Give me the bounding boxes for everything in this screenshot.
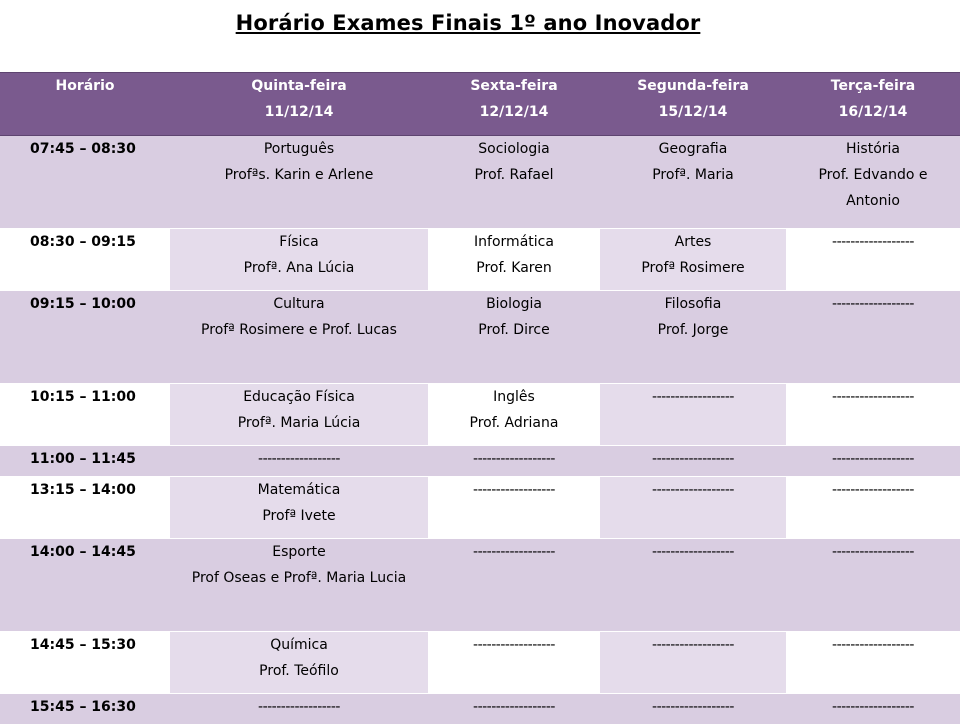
empty-slot-dashes: ------------------	[832, 637, 914, 653]
exam-cell-friday	[428, 229, 600, 291]
header-day-monday: Segunda-feira 15/12/14	[600, 73, 786, 136]
teacher-name: Profª. Ana Lúcia	[243, 260, 355, 276]
time-slot: 14:45 – 15:30	[0, 632, 170, 694]
teacher-name: Profª Rosimere	[641, 260, 745, 276]
schedule-row	[0, 477, 960, 539]
exam-cell-monday	[600, 477, 786, 539]
exam-cell-monday	[600, 136, 786, 229]
exam-cell-thursday	[170, 632, 428, 694]
exam-cell-tuesday	[786, 384, 960, 446]
schedule-row	[0, 229, 960, 291]
exam-cell-friday	[428, 539, 600, 632]
exam-cell-thursday	[170, 136, 428, 229]
schedule-row	[0, 446, 960, 477]
time-slot: 14:00 – 14:45	[0, 539, 170, 632]
empty-slot-dashes: ------------------	[473, 544, 555, 560]
header-time: Horário	[0, 73, 170, 136]
exam-cell-tuesday	[786, 136, 960, 229]
exam-cell-thursday	[170, 291, 428, 384]
schedule-row	[0, 136, 960, 229]
subject-name: Matemática	[257, 482, 341, 498]
exam-cell-thursday	[170, 446, 428, 477]
exam-cell-thursday	[170, 229, 428, 291]
subject-name: Inglês	[493, 389, 535, 405]
exam-cell-friday	[428, 384, 600, 446]
exam-cell-friday	[428, 291, 600, 384]
empty-slot-dashes: ------------------	[832, 389, 914, 405]
subject-name: Química	[270, 637, 328, 653]
exam-cell-tuesday	[786, 539, 960, 632]
header-day-friday: Sexta-feira 12/12/14	[428, 73, 600, 136]
schedule-row	[0, 384, 960, 446]
empty-slot-dashes: ------------------	[258, 451, 340, 467]
teacher-name: Prof. Adriana	[469, 415, 559, 431]
empty-slot-dashes: ------------------	[652, 389, 734, 405]
exam-cell-monday	[600, 539, 786, 632]
exam-cell-tuesday	[786, 229, 960, 291]
empty-slot-dashes: ------------------	[652, 637, 734, 653]
subject-name: Educação Física	[243, 389, 355, 405]
teacher-name: Profªs. Karin e Arlene	[224, 167, 374, 183]
exam-cell-monday	[600, 384, 786, 446]
teacher-name: Prof. Teófilo	[259, 663, 339, 679]
empty-slot-dashes: ------------------	[652, 482, 734, 498]
header-day-tuesday: Terça-feira 16/12/14	[786, 73, 960, 136]
subject-name: Informática	[474, 234, 554, 250]
exam-cell-friday	[428, 446, 600, 477]
subject-name: Sociologia	[478, 141, 550, 157]
exam-cell-tuesday	[786, 477, 960, 539]
time-slot: 11:00 – 11:45	[0, 446, 170, 477]
exam-cell-tuesday	[786, 632, 960, 694]
teacher-name: Prof. Karen	[476, 260, 552, 276]
empty-slot-dashes: ------------------	[832, 234, 914, 250]
exam-cell-thursday	[170, 539, 428, 632]
teacher-name: Prof Oseas e Profª. Maria Lucia	[191, 570, 407, 586]
exam-cell-friday	[428, 477, 600, 539]
exam-cell-tuesday	[786, 291, 960, 384]
subject-name: Geografia	[658, 141, 728, 157]
exam-cell-tuesday	[786, 446, 960, 477]
subject-name: Artes	[674, 234, 712, 250]
header-day-thursday: Quinta-feira 11/12/14	[170, 73, 428, 136]
subject-name: História	[846, 141, 900, 157]
page-title: Horário Exames Finais 1º ano Inovador	[235, 11, 701, 35]
time-slot: 07:45 – 08:30	[0, 136, 170, 229]
schedule-row	[0, 539, 960, 632]
exam-cell-monday	[600, 446, 786, 477]
subject-name: Português	[263, 141, 335, 157]
subject-name: Cultura	[273, 296, 325, 312]
teacher-name: Profª Rosimere e Prof. Lucas	[201, 322, 397, 338]
teacher-name: Prof. Edvando e	[818, 167, 928, 183]
teacher-name: Antonio	[846, 193, 900, 209]
empty-slot-dashes: ------------------	[652, 451, 734, 467]
exam-schedule-table	[0, 72, 960, 725]
teacher-name: Profª. Maria Lúcia	[237, 415, 361, 431]
schedule-body	[0, 136, 960, 725]
subject-name: Física	[279, 234, 319, 250]
subject-name: Esporte	[272, 544, 326, 560]
exam-cell-friday	[428, 136, 600, 229]
empty-slot-dashes: ------------------	[652, 699, 734, 715]
empty-slot-dashes: ------------------	[473, 451, 555, 467]
exam-cell-friday	[428, 632, 600, 694]
teacher-name: Prof. Jorge	[657, 322, 729, 338]
teacher-name: Profª Ivete	[262, 508, 336, 524]
schedule-row	[0, 291, 960, 384]
exam-cell-monday	[600, 229, 786, 291]
empty-slot-dashes: ------------------	[832, 699, 914, 715]
time-slot: 15:45 – 16:30	[0, 694, 170, 725]
schedule-row	[0, 632, 960, 694]
empty-slot-dashes: ------------------	[473, 699, 555, 715]
header-row	[0, 73, 960, 136]
teacher-name: Prof. Rafael	[474, 167, 554, 183]
empty-slot-dashes: ------------------	[473, 482, 555, 498]
exam-cell-monday	[600, 632, 786, 694]
exam-cell-monday	[600, 291, 786, 384]
empty-slot-dashes: ------------------	[832, 482, 914, 498]
time-slot: 10:15 – 11:00	[0, 384, 170, 446]
empty-slot-dashes: ------------------	[258, 699, 340, 715]
empty-slot-dashes: ------------------	[832, 451, 914, 467]
teacher-name: Profª. Maria	[652, 167, 734, 183]
empty-slot-dashes: ------------------	[652, 544, 734, 560]
empty-slot-dashes: ------------------	[832, 544, 914, 560]
time-slot: 09:15 – 10:00	[0, 291, 170, 384]
empty-slot-dashes: ------------------	[473, 637, 555, 653]
time-slot: 08:30 – 09:15	[0, 229, 170, 291]
exam-cell-thursday	[170, 384, 428, 446]
empty-slot-dashes: ------------------	[832, 296, 914, 312]
time-slot: 13:15 – 14:00	[0, 477, 170, 539]
teacher-name: Prof. Dirce	[478, 322, 550, 338]
exam-cell-thursday	[170, 477, 428, 539]
subject-name: Filosofia	[664, 296, 722, 312]
subject-name: Biologia	[486, 296, 542, 312]
